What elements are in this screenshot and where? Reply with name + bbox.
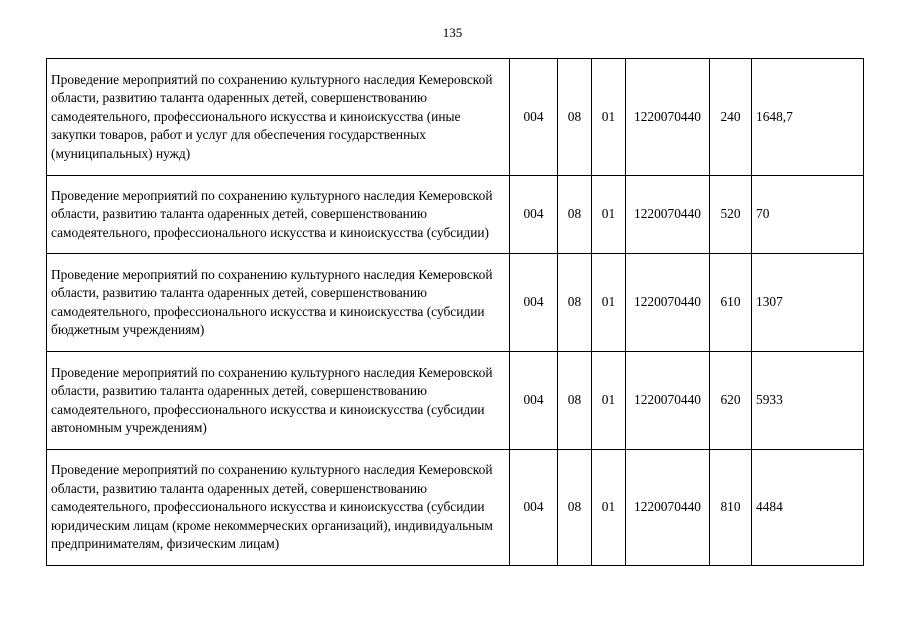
target-article-cell: 1220070440 [626, 176, 710, 254]
table-row [47, 254, 864, 352]
expense-name-cell: Проведение мероприятий по сохранению культурного наследия Кемеровской области, развитию таланта одаренных детей, совершенствованию самодеятельного, профессионального искусства и киноискусства (субсидии бюджетным учреждениям) [47, 254, 510, 352]
subsection-code-cell: 01 [592, 450, 626, 566]
section-code-cell: 08 [558, 450, 592, 566]
amount-cell: 1648,7 [752, 59, 864, 176]
expense-type-cell: 240 [710, 59, 752, 176]
expense-type-cell: 610 [710, 254, 752, 352]
target-article-cell: 1220070440 [626, 450, 710, 566]
expense-type-cell: 620 [710, 352, 752, 450]
subsection-code-cell: 01 [592, 352, 626, 450]
section-code-cell: 08 [558, 352, 592, 450]
table-row [47, 450, 864, 566]
expense-type-cell: 520 [710, 176, 752, 254]
target-article-cell: 1220070440 [626, 352, 710, 450]
expense-name-cell: Проведение мероприятий по сохранению культурного наследия Кемеровской области, развитию таланта одаренных детей, совершенствованию самодеятельного, профессионального искусства и киноискусства (иные закупки товаров, работ и услуг для обеспечения государственных (муниципальных) нужд) [47, 59, 510, 176]
amount-cell: 1307 [752, 254, 864, 352]
table-row [47, 59, 864, 176]
amount-cell: 5933 [752, 352, 864, 450]
table-row [47, 352, 864, 450]
amount-cell: 70 [752, 176, 864, 254]
table-row [47, 176, 864, 254]
target-article-cell: 1220070440 [626, 254, 710, 352]
subsection-code-cell: 01 [592, 254, 626, 352]
amount-cell: 4484 [752, 450, 864, 566]
ministry-code-cell: 004 [510, 352, 558, 450]
expense-name-cell: Проведение мероприятий по сохранению культурного наследия Кемеровской области, развитию таланта одаренных детей, совершенствованию самодеятельного, профессионального искусства и киноискусства (субсидии юридическим лицам (кроме некоммерческих организаций), индивидуальным предпринимателям, физическим лицам) [47, 450, 510, 566]
ministry-code-cell: 004 [510, 176, 558, 254]
expense-type-cell: 810 [710, 450, 752, 566]
budget-table [46, 58, 864, 566]
page-number: 135 [442, 25, 463, 40]
section-code-cell: 08 [558, 59, 592, 176]
target-article-cell: 1220070440 [626, 59, 710, 176]
expense-name-cell: Проведение мероприятий по сохранению культурного наследия Кемеровской области, развитию таланта одаренных детей, совершенствованию самодеятельного, профессионального искусства и киноискусства (субсидии автономным учреждениям) [47, 352, 510, 450]
ministry-code-cell: 004 [510, 450, 558, 566]
section-code-cell: 08 [558, 254, 592, 352]
subsection-code-cell: 01 [592, 176, 626, 254]
ministry-code-cell: 004 [510, 254, 558, 352]
section-code-cell: 08 [558, 176, 592, 254]
ministry-code-cell: 004 [510, 59, 558, 176]
subsection-code-cell: 01 [592, 59, 626, 176]
expense-name-cell: Проведение мероприятий по сохранению культурного наследия Кемеровской области, развитию таланта одаренных детей, совершенствованию самодеятельного, профессионального искусства и киноискусства (субсидии) [47, 176, 510, 254]
